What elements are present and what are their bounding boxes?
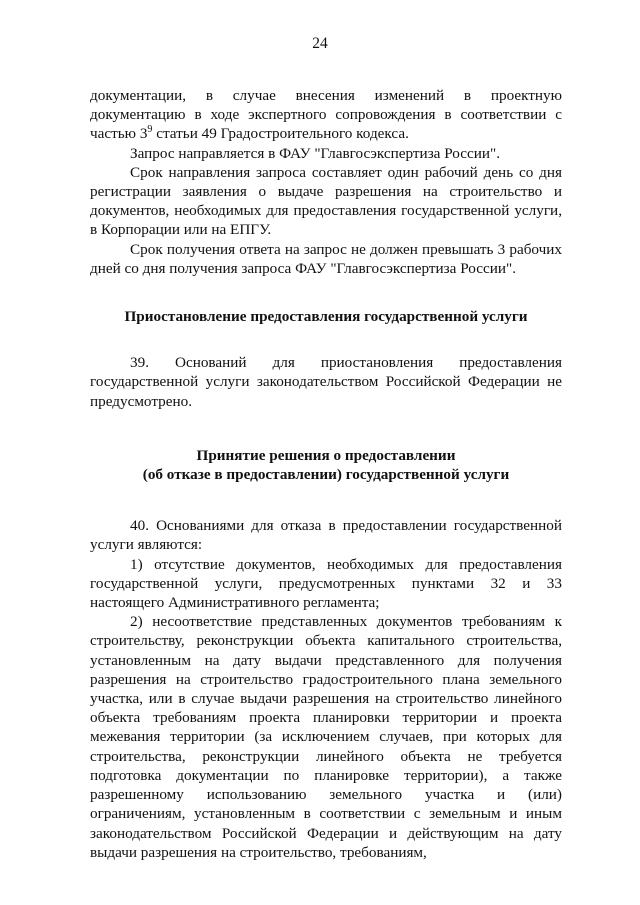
paragraph-39: 39. Оснований для приостановления предоставления государственной услуги законодательством Российской Федерации не предусмотрено. <box>90 354 562 410</box>
superscript: 9 <box>147 124 153 136</box>
paragraph-40: 40. Основаниями для отказа в предоставлении государственной услуги являются: <box>90 517 562 554</box>
document-body <box>90 86 562 862</box>
page-number: 24 <box>312 35 328 52</box>
section-heading-suspension: Приостановление предоставления государственной услуги <box>124 308 528 326</box>
paragraph-response-deadline: Срок получения ответа на запрос не должен превышать 3 рабочих дней со дня получения запроса ФАУ "Главгосэкспертиза России". <box>90 240 562 277</box>
paragraph-continuation <box>90 86 562 144</box>
list-item-2: 2) несоответствие представленных документов требованиям к строительству, реконструкции объекта капитального строительства, установленным на дату выдачи представленного для получения разрешения на строительство градостроительного плана земельного участка, или в случае выдачи разрешения на строительство линейного объекта требованиям проекта планировки территории и проекта межевания территории (за исключением случаев, при которых для строительства, реконструкции линейного объекта не требуется подготовка документации по планировке территории), а также разрешенному использованию земельного участка и (или) ограничениям, установленным в соответствии с земельным и иным законодательством Российской Федерации и действующим на дату выдачи разрешения на строительство, требованиям, <box>90 613 562 861</box>
paragraph-request-deadline: Срок направления запроса составляет один рабочий день со дня регистрации заявления о выдаче разрешения на строительство и документов, необходимых для предоставления государственной услуги, в Корпорации или на ЕПГУ. <box>90 163 562 239</box>
paragraph-text: статьи 49 Градостроительного кодекса. <box>152 125 409 143</box>
paragraph-request-target: Запрос направляется в ФАУ "Главгосэкспертиза России". <box>130 144 500 162</box>
paragraph-text: документации, в случае внесения изменений в проектную документацию в ходе экспертного сопровождения в соответствии с частью 3 <box>90 87 562 143</box>
section-heading-decision-line1: Принятие решения о предоставлении <box>196 446 456 464</box>
section-heading-decision-line2: (об отказе в предоставлении) государственной услуги <box>142 466 510 484</box>
list-item-1: 1) отсутствие документов, необходимых для предоставления государственной услуги, предусмотренных пунктами 32 и 33 настоящего Административного регламента; <box>90 555 562 612</box>
